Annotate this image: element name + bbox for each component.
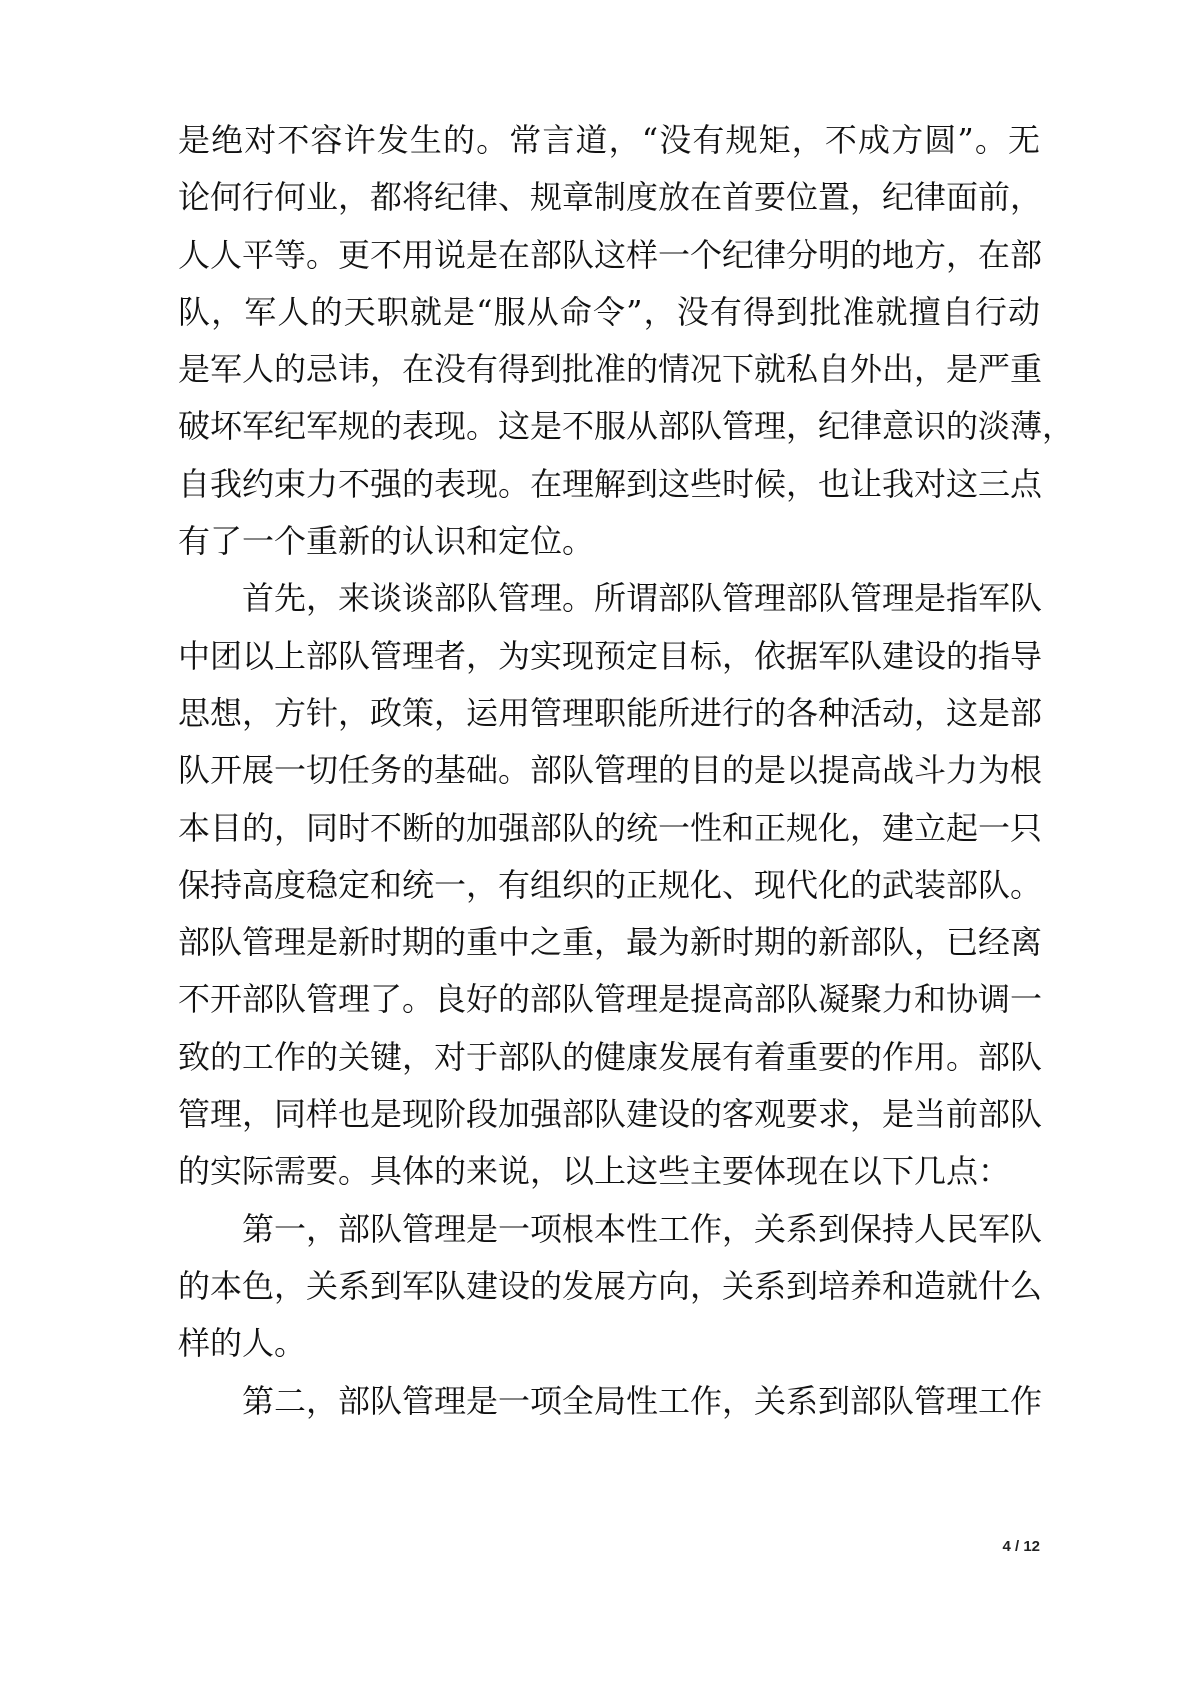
text-line: 的实际需要。具体的来说，以上这些主要体现在以下几点： bbox=[178, 1152, 1011, 1191]
text-line: 管理，同样也是现阶段加强部队建设的客观要求，是当前部队 bbox=[178, 1095, 1043, 1134]
text-line: 第二，部队管理是一项全局性工作，关系到部队管理工作 bbox=[242, 1381, 1043, 1420]
text-line: 保持高度稳定和统一，有组织的正规化、现代化的武装部队。 bbox=[178, 865, 1043, 904]
text-line: 的本色，关系到军队建设的发展方向，关系到培养和造就什么 bbox=[178, 1266, 1043, 1305]
text-line: 首先，来谈谈部队管理。所谓部队管理部队管理是指军队 bbox=[242, 579, 1043, 618]
text-line: 部队管理是新时期的重中之重，最为新时期的新部队，已经离 bbox=[178, 923, 1043, 962]
text-line: 不开部队管理了。良好的部队管理是提高部队凝聚力和协调一 bbox=[178, 980, 1043, 1019]
body-text bbox=[178, 112, 1075, 1430]
text-line: 是军人的忌讳，在没有得到批准的情况下就私自外出，是严重 bbox=[178, 350, 1043, 389]
page-number: 4 / 12 bbox=[1002, 1538, 1040, 1555]
text-line: 破坏军纪军规的表现。这是不服从部队管理，纪律意识的淡薄， bbox=[178, 407, 1075, 446]
text-line: 有了一个重新的认识和定位。 bbox=[178, 522, 595, 561]
text-line: 队，军人的天职就是“服从命令”，没有得到批准就擅自行动 bbox=[178, 292, 1040, 331]
text-line: 人人平等。更不用说是在部队这样一个纪律分明的地方，在部 bbox=[178, 235, 1043, 274]
text-line: 论何行何业，都将纪律、规章制度放在首要位置，纪律面前， bbox=[178, 178, 1043, 217]
text-line: 队开展一切任务的基础。部队管理的目的是以提高战斗力为根 bbox=[178, 751, 1043, 790]
text-line: 是绝对不容许发生的。常言道，“没有规矩，不成方圆”。无 bbox=[178, 121, 1040, 159]
text-line: 样的人。 bbox=[178, 1324, 307, 1363]
text-line: 致的工作的关键，对于部队的健康发展有着重要的作用。部队 bbox=[178, 1037, 1043, 1076]
text-line: 自我约束力不强的表现。在理解到这些时候，也让我对这三点 bbox=[178, 464, 1043, 503]
text-line: 中团以上部队管理者，为实现预定目标，依据军队建设的指导 bbox=[178, 636, 1043, 675]
text-line: 第一，部队管理是一项根本性工作，关系到保持人民军队 bbox=[242, 1209, 1043, 1248]
text-line: 本目的，同时不断的加强部队的统一性和正规化，建立起一只 bbox=[178, 808, 1043, 847]
text-line: 思想，方针，政策，运用管理职能所进行的各种活动，这是部 bbox=[178, 693, 1043, 732]
